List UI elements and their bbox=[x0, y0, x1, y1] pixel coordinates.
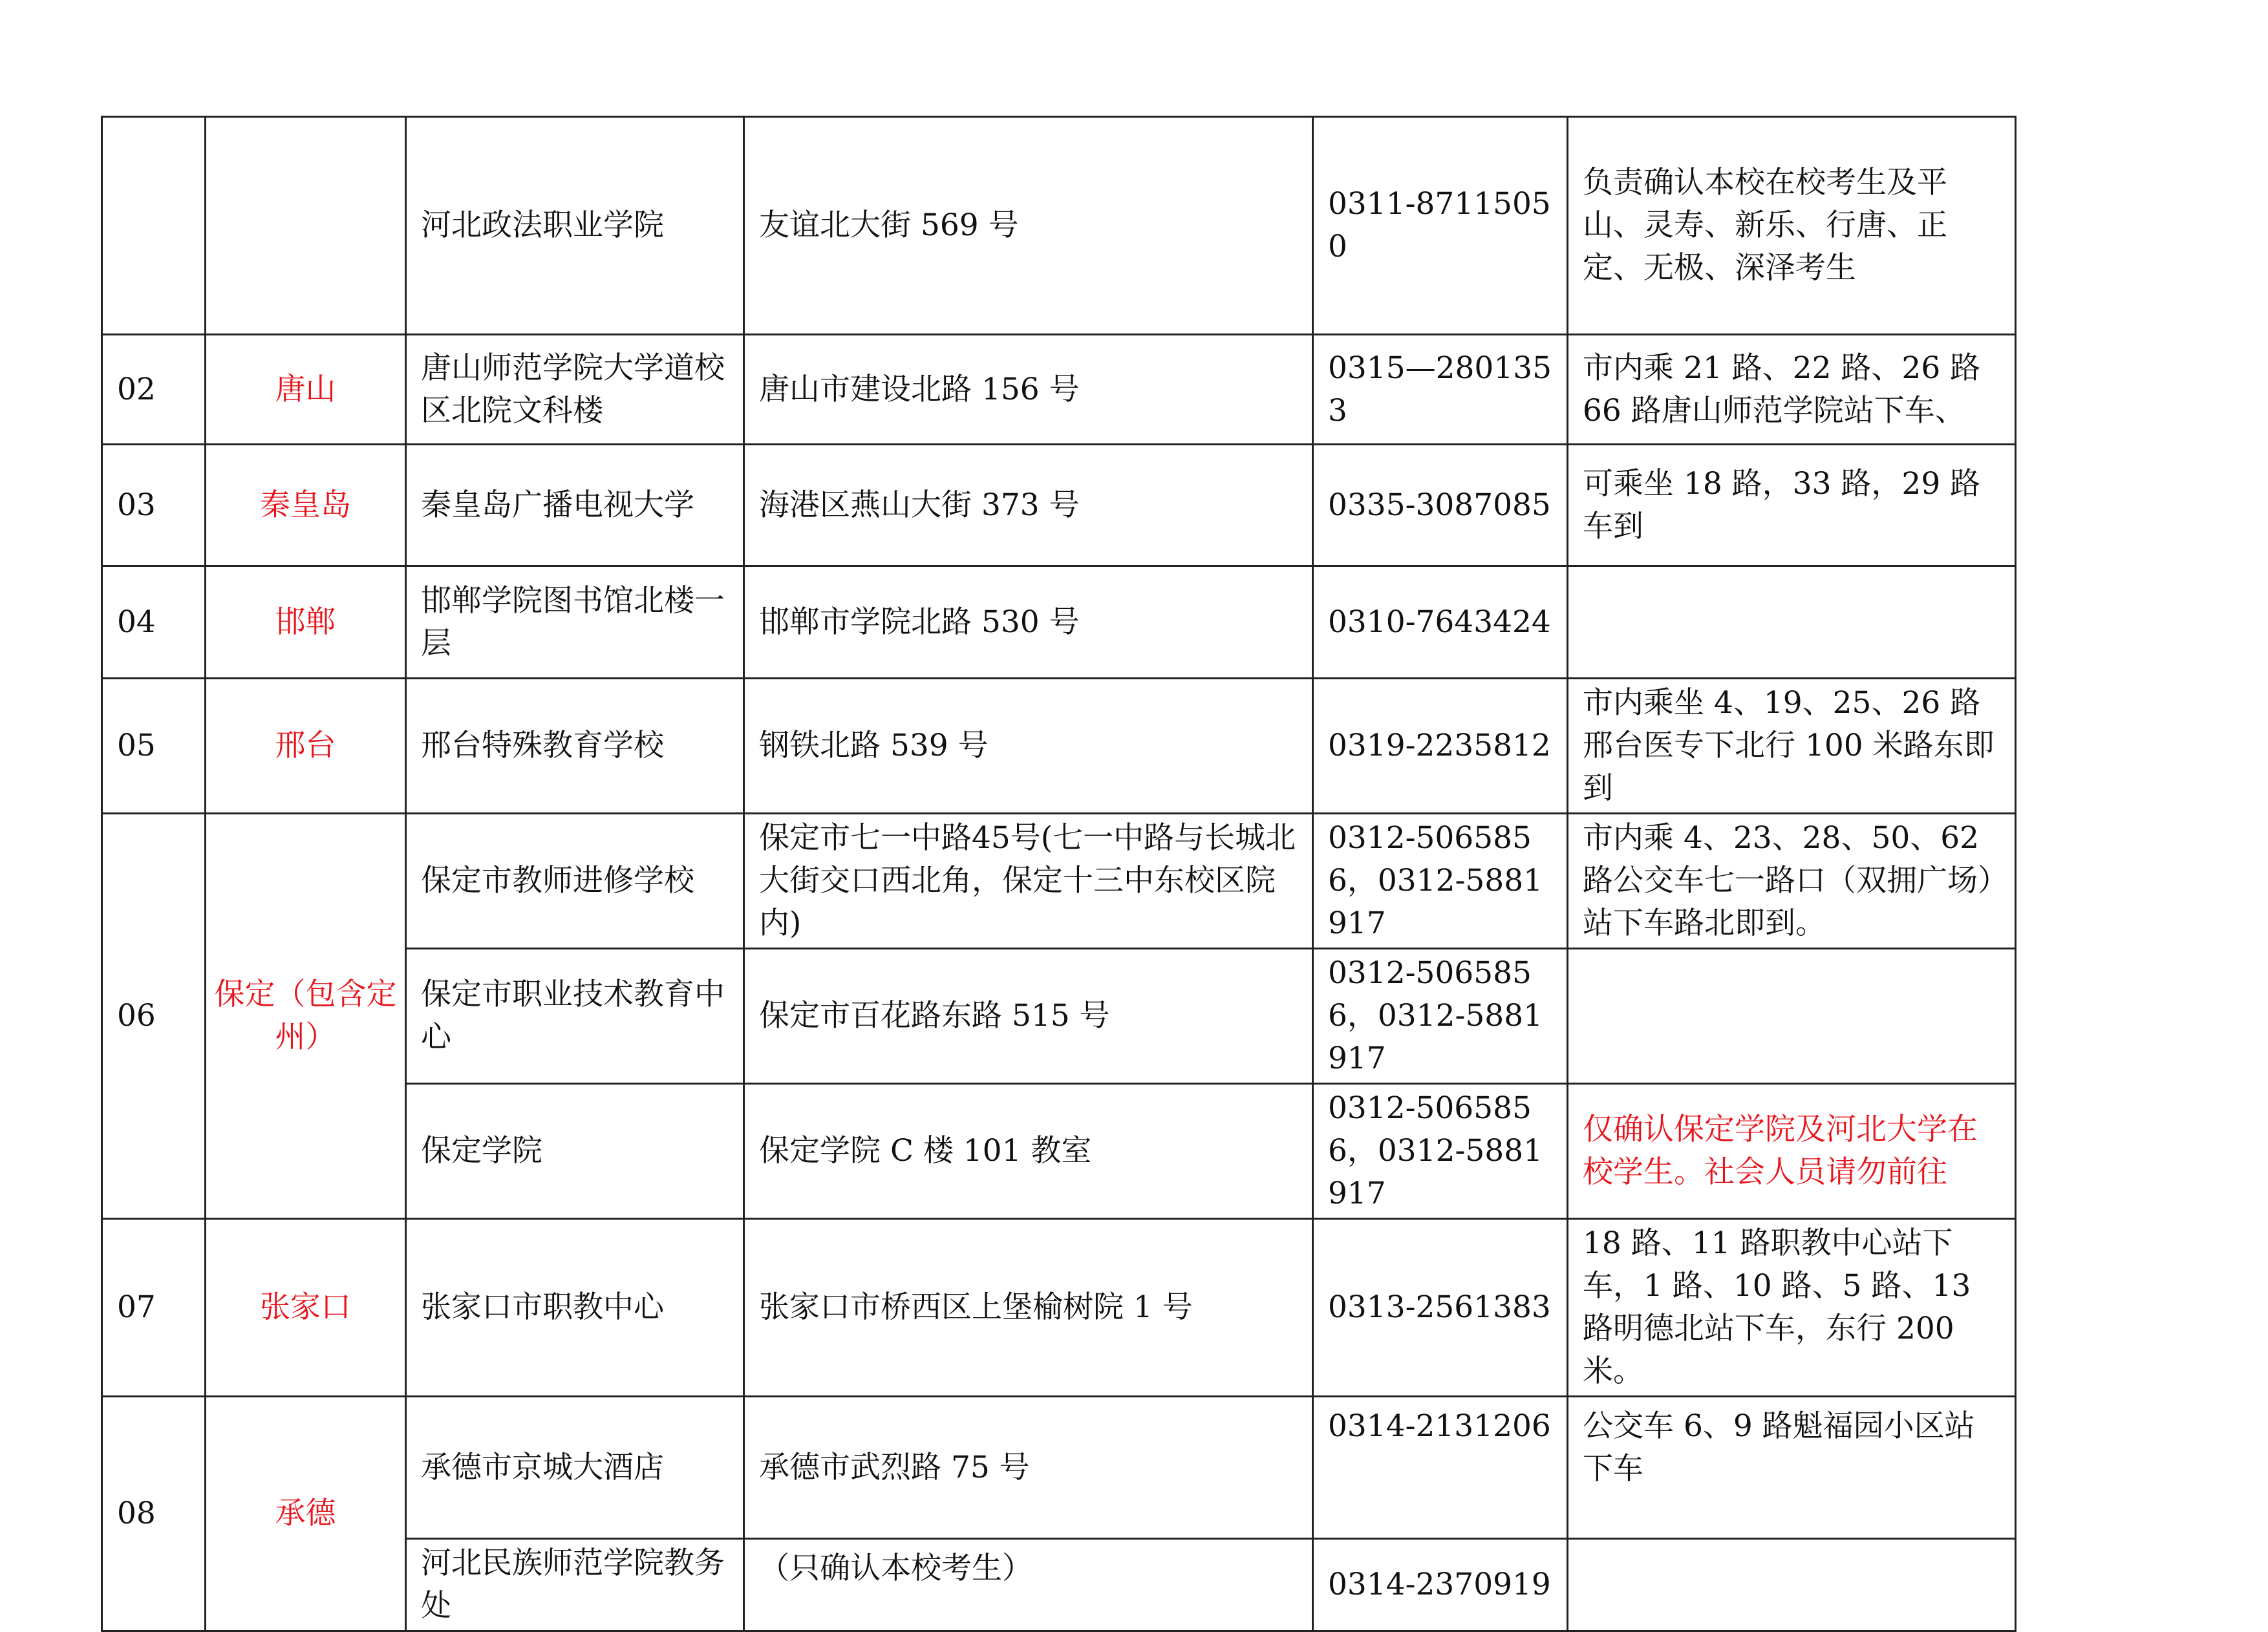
city-cell bbox=[206, 117, 406, 335]
school-cell: 保定市教师进修学校 bbox=[406, 814, 744, 949]
school-cell: 张家口市职教中心 bbox=[406, 1219, 744, 1397]
phone-cell: 0312-5065856，0312-5881917 bbox=[1313, 814, 1568, 949]
address-cell: 张家口市桥西区上堡榆树院 1 号 bbox=[744, 1219, 1313, 1397]
table-row bbox=[102, 1219, 2016, 1397]
school-cell: 保定市职业技术教育中心 bbox=[406, 949, 744, 1084]
address-cell: 承德市武烈路 75 号 bbox=[744, 1397, 1313, 1539]
note-cell: 可乘坐 18 路，33 路，29 路车到 bbox=[1568, 445, 2016, 566]
address-cell: 海港区燕山大街 373 号 bbox=[744, 445, 1313, 566]
row-number-cell: 06 bbox=[102, 814, 206, 1219]
row-number-cell: 03 bbox=[102, 445, 206, 566]
exam-site-table bbox=[101, 116, 2017, 1632]
address-cell: 保定市七一中路45号(七一中路与长城北大街交口西北角，保定十三中东校区院内) bbox=[744, 814, 1313, 949]
table-row bbox=[102, 335, 2016, 445]
table-row bbox=[102, 445, 2016, 566]
address-cell: 钢铁北路 539 号 bbox=[744, 679, 1313, 814]
phone-cell: 0312-5065856，0312-5881917 bbox=[1313, 1084, 1568, 1219]
city-cell: 保定（包含定州） bbox=[206, 814, 406, 1219]
school-cell: 唐山师范学院大学道校区北院文科楼 bbox=[406, 335, 744, 445]
city-cell: 唐山 bbox=[206, 335, 406, 445]
city-cell: 邯郸 bbox=[206, 566, 406, 679]
note-cell: 市内乘 21 路、22 路、26 路 66 路唐山师范学院站下车、 bbox=[1568, 335, 2016, 445]
city-cell: 张家口 bbox=[206, 1219, 406, 1397]
row-number-cell bbox=[102, 117, 206, 335]
city-cell: 秦皇岛 bbox=[206, 445, 406, 566]
address-cell: 保定市百花路东路 515 号 bbox=[744, 949, 1313, 1084]
phone-cell: 0311-87115050 bbox=[1313, 117, 1568, 335]
row-number-cell: 08 bbox=[102, 1397, 206, 1631]
phone-cell: 0310-7643424 bbox=[1313, 566, 1568, 679]
address-cell: 邯郸市学院北路 530 号 bbox=[744, 566, 1313, 679]
school-cell: 邢台特殊教育学校 bbox=[406, 679, 744, 814]
address-cell: 友谊北大街 569 号 bbox=[744, 117, 1313, 335]
note-cell: 仅确认保定学院及河北大学在校学生。社会人员请勿前往 bbox=[1568, 1084, 2016, 1219]
school-cell: 秦皇岛广播电视大学 bbox=[406, 445, 744, 566]
row-number-cell: 07 bbox=[102, 1219, 206, 1397]
school-cell: 承德市京城大酒店 bbox=[406, 1397, 744, 1539]
phone-cell: 0335-3087085 bbox=[1313, 445, 1568, 566]
school-cell: 河北政法职业学院 bbox=[406, 117, 744, 335]
row-number-cell: 05 bbox=[102, 679, 206, 814]
table-row bbox=[102, 814, 2016, 949]
row-number-cell: 04 bbox=[102, 566, 206, 679]
table-row bbox=[102, 1397, 2016, 1539]
address-cell: 保定学院 C 楼 101 教室 bbox=[744, 1084, 1313, 1219]
school-cell: 河北民族师范学院教务处 bbox=[406, 1539, 744, 1631]
city-cell: 承德 bbox=[206, 1397, 406, 1631]
table-row bbox=[102, 566, 2016, 679]
school-cell: 保定学院 bbox=[406, 1084, 744, 1219]
city-cell: 邢台 bbox=[206, 679, 406, 814]
note-cell: 市内乘坐 4、19、25、26 路邢台医专下北行 100 米路东即到 bbox=[1568, 679, 2016, 814]
note-cell: 负责确认本校在校考生及平山、灵寿、新乐、行唐、正定、无极、深泽考生 bbox=[1568, 117, 2016, 335]
note-cell bbox=[1568, 566, 2016, 679]
note-cell: 公交车 6、9 路魁福园小区站下车 bbox=[1568, 1397, 2016, 1539]
address-cell: 唐山市建设北路 156 号 bbox=[744, 335, 1313, 445]
row-number-cell: 02 bbox=[102, 335, 206, 445]
note-cell bbox=[1568, 1539, 2016, 1631]
note-cell: 18 路、11 路职教中心站下车，1 路、10 路、5 路、13 路明德北站下车，东行 200 米。 bbox=[1568, 1219, 2016, 1397]
school-cell: 邯郸学院图书馆北楼一层 bbox=[406, 566, 744, 679]
note-cell bbox=[1568, 949, 2016, 1084]
phone-cell: 0314-2131206 bbox=[1313, 1397, 1568, 1539]
phone-cell: 0319-2235812 bbox=[1313, 679, 1568, 814]
address-cell: （只确认本校考生） bbox=[744, 1539, 1313, 1631]
note-cell: 市内乘 4、23、28、50、62 路公交车七一路口（双拥广场）站下车路北即到。 bbox=[1568, 814, 2016, 949]
phone-cell: 0315—2801353 bbox=[1313, 335, 1568, 445]
table-row bbox=[102, 117, 2016, 335]
phone-cell: 0314-2370919 bbox=[1313, 1539, 1568, 1631]
phone-cell: 0312-5065856，0312-5881917 bbox=[1313, 949, 1568, 1084]
phone-cell: 0313-2561383 bbox=[1313, 1219, 1568, 1397]
table-row bbox=[102, 679, 2016, 814]
